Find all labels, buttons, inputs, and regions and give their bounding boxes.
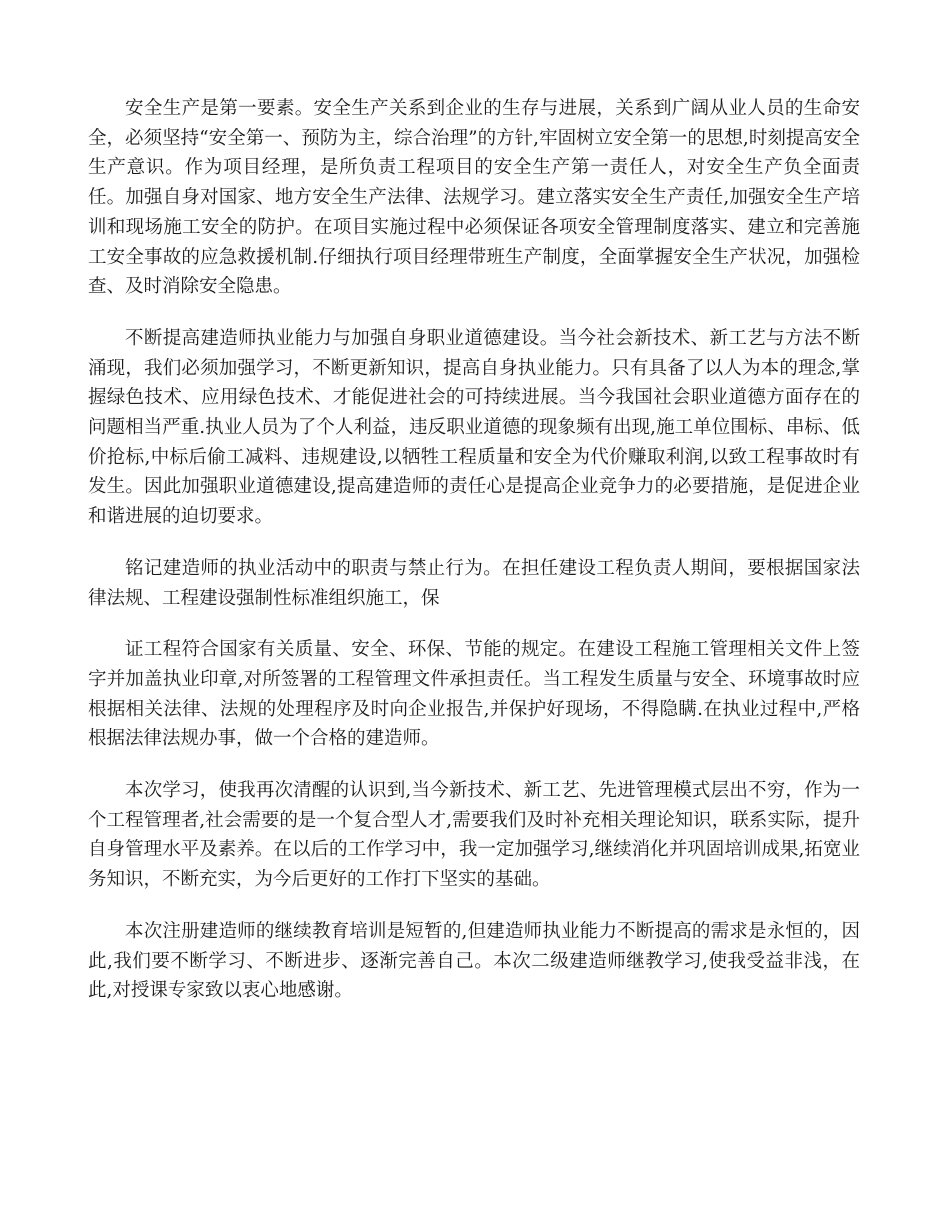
document-body <box>88 94 860 1028</box>
paragraph-safety: 安全生产是第一要素。安全生产关系到企业的生存与进展，关系到广阔从业人员的生命安全，必须坚持“安全第一、预防为主，综合治理”的方针,牢固树立安全第一的思想,时刻提高安全生产意识。作为项目经理，是所负责工程项目的安全生产第一责任人，对安全生产负全面责任。加强自身对国家、地方安全生产法律、法规学习。建立落实安全生产责任,加强安全生产培训和现场施工安全的防护。在项目实施过程中必须保证各项安全管理制度落实、建立和完善施工安全事故的应急救援机制.仔细执行项目经理带班生产制度，全面掌握安全生产状况，加强检查、及时消除安全隐患。 <box>88 98 860 298</box>
paragraph-duties: 铭记建造师的执业活动中的职责与禁止行为。在担任建设工程负责人期间，要根据国家法律法规、工程建设强制性标准组织施工，保 <box>88 557 860 609</box>
paragraph-ethics: 不断提高建造师执业能力与加强自身职业道德建设。当今社会新技术、新工艺与方法不断涌现，我们必须加强学习，不断更新知识，提高自身执业能力。只有具备了以人为本的理念,掌握绿色技术、应用绿色技术、才能促进社会的可持续进展。当今我国社会职业道德方面存在的问题相当严重.执业人员为了个人利益，违反职业道德的现象频有出现,施工单位围标、串标、低价抢标,中标后偷工减料、违规建设,以牺牲工程质量和安全为代价赚取利润,以致工程事故时有发生。因此加强职业道德建设,提高建造师的责任心是提高企业竞争力的必要措施，是促进企业和谐进展的迫切要求。 <box>88 327 860 528</box>
paragraph-conclusion: 本次注册建造师的继续教育培训是短暂的,但建造师执业能力不断提高的需求是永恒的，因此,我们要不断学习、不断进步、逐渐完善自己。本次二级建造师继教学习,使我受益非浅，在此,对授课专家致以衷心地感谢。 <box>88 920 860 1002</box>
paragraph-learning: 本次学习，使我再次清醒的认识到,当今新技术、新工艺、先进管理模式层出不穷，作为一个工程管理者,社会需要的是一个复合型人才,需要我们及时补充相关理论知识，联系实际，提升自身管理水平及素养。在以后的工作学习中，我一定加强学习,继续消化并巩固培训成果,拓宽业务知识，不断充实，为今后更好的工作打下坚实的基础。 <box>88 780 860 891</box>
paragraph-duties-continued: 证工程符合国家有关质量、安全、环保、节能的规定。在建设工程施工管理相关文件上签字并加盖执业印章,对所签署的工程管理文件承担责任。当工程发生质量与安全、环境事故时应根据相关法律、法规的处理程序及时向企业报告,并保护好现场，不得隐瞒.在执业过程中,严格根据法律法规办事，做一个合格的建造师。 <box>88 639 860 750</box>
